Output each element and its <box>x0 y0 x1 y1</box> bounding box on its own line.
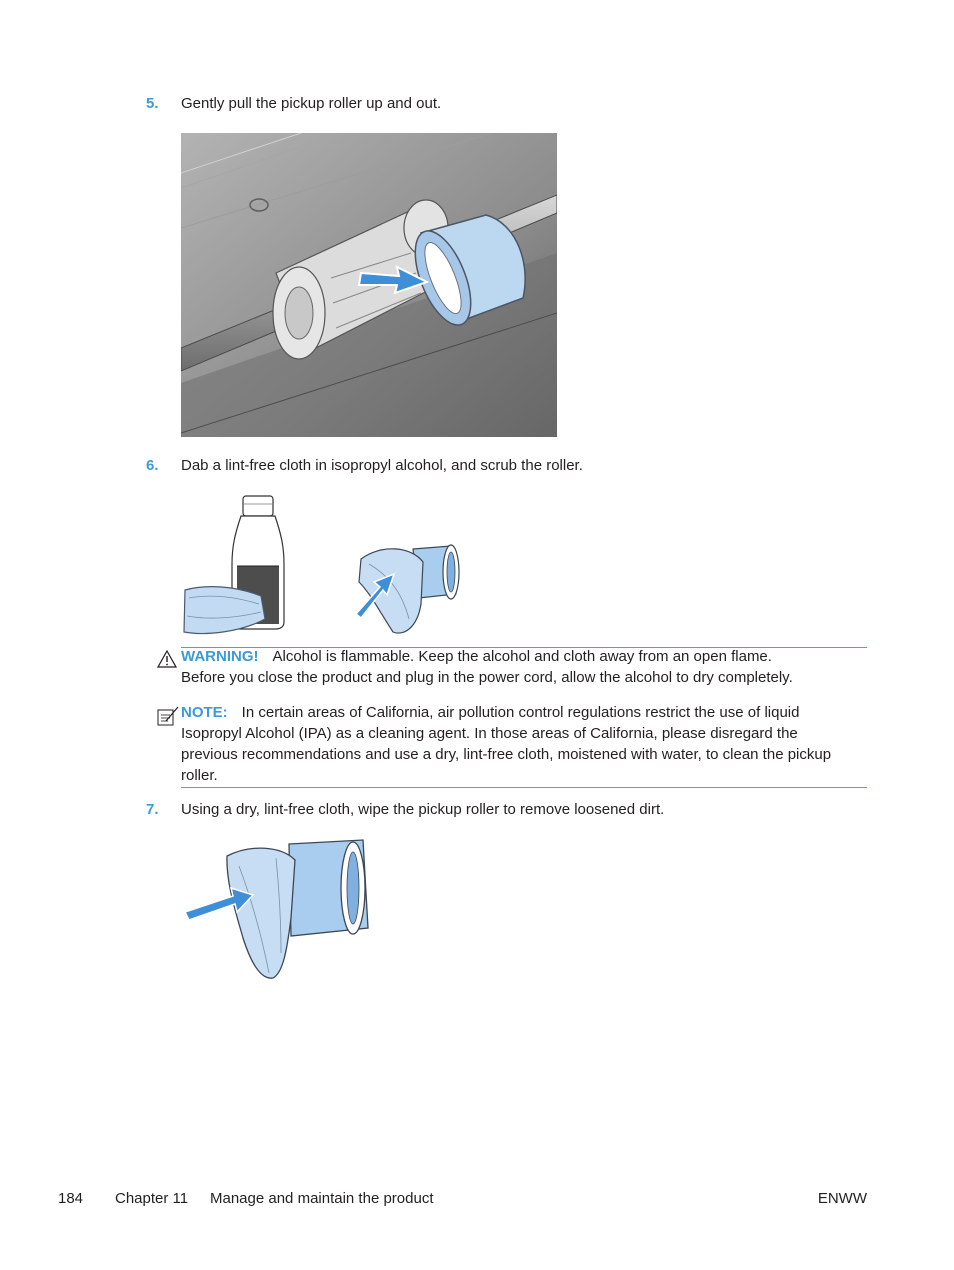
dry-cloth-wipe-illustration <box>181 838 376 983</box>
warning-notice <box>181 646 867 688</box>
step-number: 7. <box>146 801 159 818</box>
warning-line-1: WARNING! Alcohol is flammable. Keep the alcohol and cloth away from an open flame. <box>181 648 772 665</box>
note-line-3: previous recommendations and use a dry, lint-free cloth, moistened with water, to clean the pickup <box>181 746 832 763</box>
alcohol-cleaning-illustration <box>181 494 471 639</box>
pickup-roller-removal-illustration <box>181 133 557 437</box>
step-text: Using a dry, lint-free cloth, wipe the pickup roller to remove loosened dirt. <box>181 801 665 818</box>
note-line-2: Isopropyl Alcohol (IPA) as a cleaning agent. In those areas of California, please disregard the <box>181 725 798 742</box>
footer-doc-code: ENWW <box>817 1190 867 1207</box>
warning-line-2: Before you close the product and plug in the power cord, allow the alcohol to dry completely. <box>181 669 793 686</box>
warning-label: WARNING! <box>181 648 259 665</box>
step-text: Gently pull the pickup roller up and out. <box>181 95 442 112</box>
footer-chapter: Chapter 11 <box>115 1190 189 1207</box>
step-number: 5. <box>146 95 159 112</box>
footer-page-number: 184 <box>58 1190 84 1207</box>
note-label: NOTE: <box>181 704 228 721</box>
note-line-1: NOTE: In certain areas of California, air pollution control regulations restrict the use of liquid <box>181 704 800 721</box>
step-number: 6. <box>146 457 159 474</box>
footer-chapter-title: Manage and maintain the product <box>210 1190 434 1207</box>
step-text: Dab a lint-free cloth in isopropyl alcohol, and scrub the roller. <box>181 457 583 474</box>
warning-icon <box>157 650 177 668</box>
note-notice <box>181 702 867 786</box>
note-line-4: roller. <box>181 767 218 784</box>
note-icon <box>157 706 179 726</box>
note-bottom-rule <box>181 787 867 788</box>
